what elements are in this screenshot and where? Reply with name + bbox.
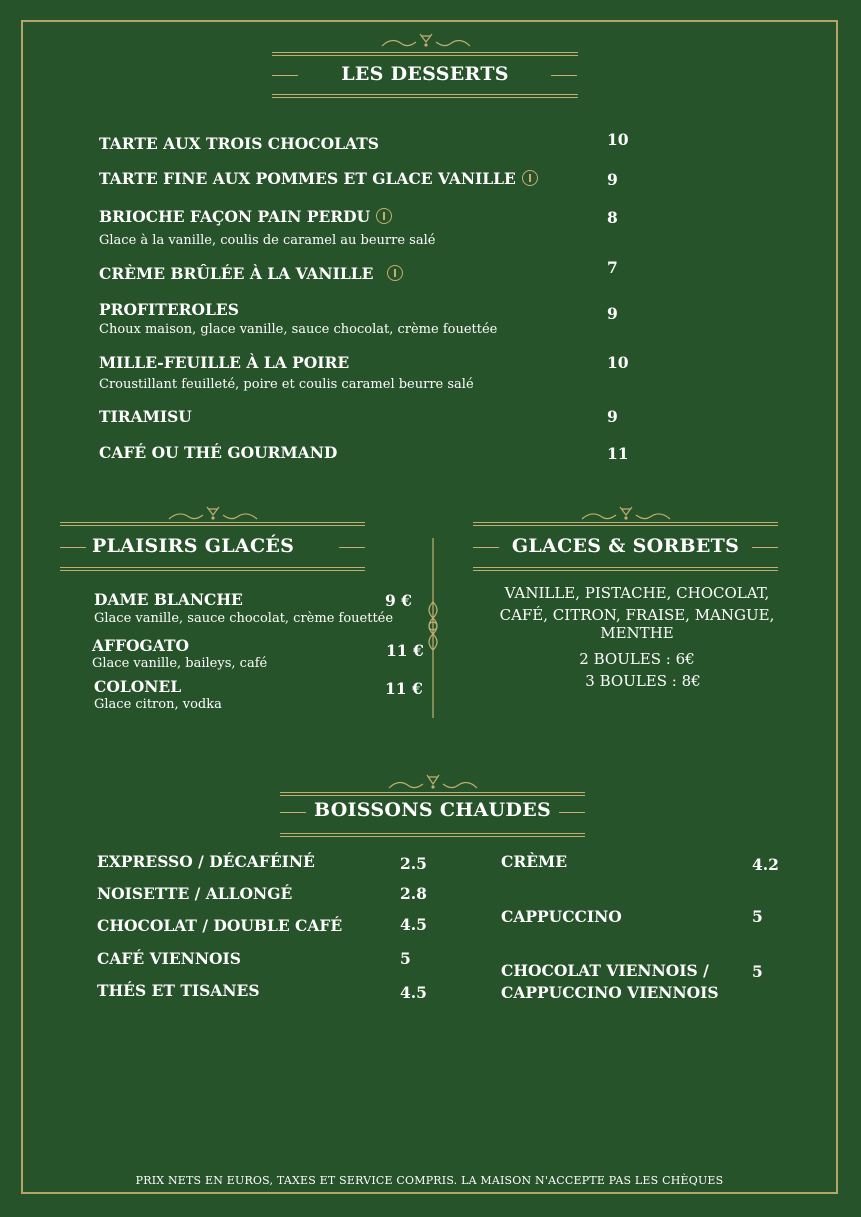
boisson-name: CHOCOLAT / DOUBLE CAFÉ — [97, 916, 343, 935]
boisson-price: 5 — [752, 907, 763, 926]
boisson-name: CAFÉ VIENNOIS — [97, 949, 241, 968]
plaisir-description: Glace vanille, baileys, café — [92, 656, 268, 671]
header-side-rule-left — [473, 547, 499, 548]
section-title-boissons: BOISSONS CHAUDES — [314, 799, 551, 821]
flourish-ornament-icon — [378, 30, 474, 52]
header-side-rule-right — [551, 75, 577, 76]
header-top-rule — [272, 52, 578, 56]
dessert-name: BRIOCHE FAÇON PAIN PERDU — [99, 207, 371, 226]
plaisir-name: COLONEL — [94, 677, 182, 696]
boisson-name: CHOCOLAT VIENNOIS / — [501, 961, 709, 980]
glaces-price-2-boules: 2 BOULES : 6€ — [579, 650, 695, 668]
plaisir-name: AFFOGATO — [92, 636, 189, 655]
header-side-rule-right — [752, 547, 778, 548]
boisson-name: NOISETTE / ALLONGÉ — [97, 884, 293, 903]
header-bottom-rule — [473, 567, 778, 571]
section-title-glaces: GLACES & SORBETS — [511, 535, 740, 557]
dessert-name: CAFÉ OU THÉ GOURMAND — [99, 443, 338, 462]
dessert-price: 10 — [607, 130, 629, 149]
boisson-name: CRÈME — [501, 852, 568, 871]
flourish-ornament-icon — [385, 772, 481, 794]
dessert-item — [99, 169, 538, 188]
boisson-price: 2.8 — [400, 884, 427, 903]
fait-maison-icon — [522, 170, 538, 186]
boisson-name-line2: CAPPUCCINO VIENNOIS — [501, 983, 719, 1002]
boisson-name: THÉS ET TISANES — [97, 981, 260, 1000]
dessert-description: Choux maison, glace vanille, sauce chocolat, crème fouettée — [99, 322, 498, 337]
boisson-name: EXPRESSO / DÉCAFÉINÉ — [97, 852, 315, 871]
dessert-name: TARTE FINE AUX POMMES ET GLACE VANILLE — [99, 169, 516, 188]
dessert-name: PROFITEROLES — [99, 300, 239, 319]
boisson-price: 4.2 — [752, 855, 779, 874]
dessert-name: CRÈME BRÛLÉE À LA VANILLE — [99, 264, 374, 283]
dessert-price: 9 — [607, 304, 618, 323]
header-side-rule-left — [272, 75, 298, 76]
section-title-plaisirs: PLAISIRS GLACÉS — [92, 535, 295, 557]
section-title-desserts: LES DESSERTS — [341, 63, 509, 85]
glaces-flavors-line1: VANILLE, PISTACHE, CHOCOLAT, — [504, 584, 770, 602]
dessert-name: TIRAMISU — [99, 407, 192, 426]
dessert-description: Glace à la vanille, coulis de caramel au beurre salé — [99, 233, 436, 248]
fait-maison-icon — [376, 208, 392, 224]
footer-note: PRIX NETS EN EUROS, TAXES ET SERVICE COMPRIS. LA MAISON N'ACCEPTE PAS LES CHÈQUES — [135, 1174, 724, 1187]
header-side-rule-left — [60, 547, 86, 548]
boisson-price: 4.5 — [400, 983, 427, 1002]
plaisir-price: 11 € — [386, 641, 424, 660]
header-bottom-rule — [60, 567, 365, 571]
header-bottom-rule — [280, 833, 585, 837]
dessert-price: 8 — [607, 208, 618, 227]
dessert-name: MILLE-FEUILLE À LA POIRE — [99, 353, 350, 372]
dessert-name: TARTE AUX TROIS CHOCOLATS — [99, 134, 379, 153]
flourish-ornament-icon — [578, 504, 674, 524]
header-side-rule-left — [280, 812, 306, 813]
glaces-flavors-line2: CAFÉ, CITRON, FRAISE, MANGUE, MENTHE — [499, 606, 775, 642]
glaces-price-3-boules: 3 BOULES : 8€ — [585, 672, 701, 690]
plaisir-description: Glace citron, vodka — [94, 697, 222, 712]
flourish-ornament-icon — [165, 504, 261, 524]
vertical-divider-ornament-icon — [422, 536, 444, 720]
dessert-price: 9 — [607, 170, 618, 189]
plaisir-description: Glace vanille, sauce chocolat, crème fouettée — [94, 611, 394, 626]
boisson-price: 2.5 — [400, 854, 427, 873]
dessert-description: Croustillant feuilleté, poire et coulis caramel beurre salé — [99, 377, 474, 392]
boisson-price: 5 — [752, 962, 763, 981]
header-side-rule-right — [339, 547, 365, 548]
dessert-price: 11 — [607, 444, 629, 463]
dessert-price: 10 — [607, 353, 629, 372]
dessert-item — [99, 264, 403, 283]
header-bottom-rule — [272, 94, 578, 98]
dessert-item — [99, 207, 392, 226]
plaisir-price: 9 € — [385, 591, 412, 610]
header-side-rule-right — [559, 812, 585, 813]
dessert-price: 7 — [607, 258, 618, 277]
fait-maison-icon — [387, 265, 403, 281]
plaisir-name: DAME BLANCHE — [94, 590, 243, 609]
dessert-price: 9 — [607, 407, 618, 426]
plaisir-price: 11 € — [385, 679, 423, 698]
boisson-name: CAPPUCCINO — [501, 907, 622, 926]
boisson-price: 5 — [400, 949, 411, 968]
boisson-price: 4.5 — [400, 915, 427, 934]
